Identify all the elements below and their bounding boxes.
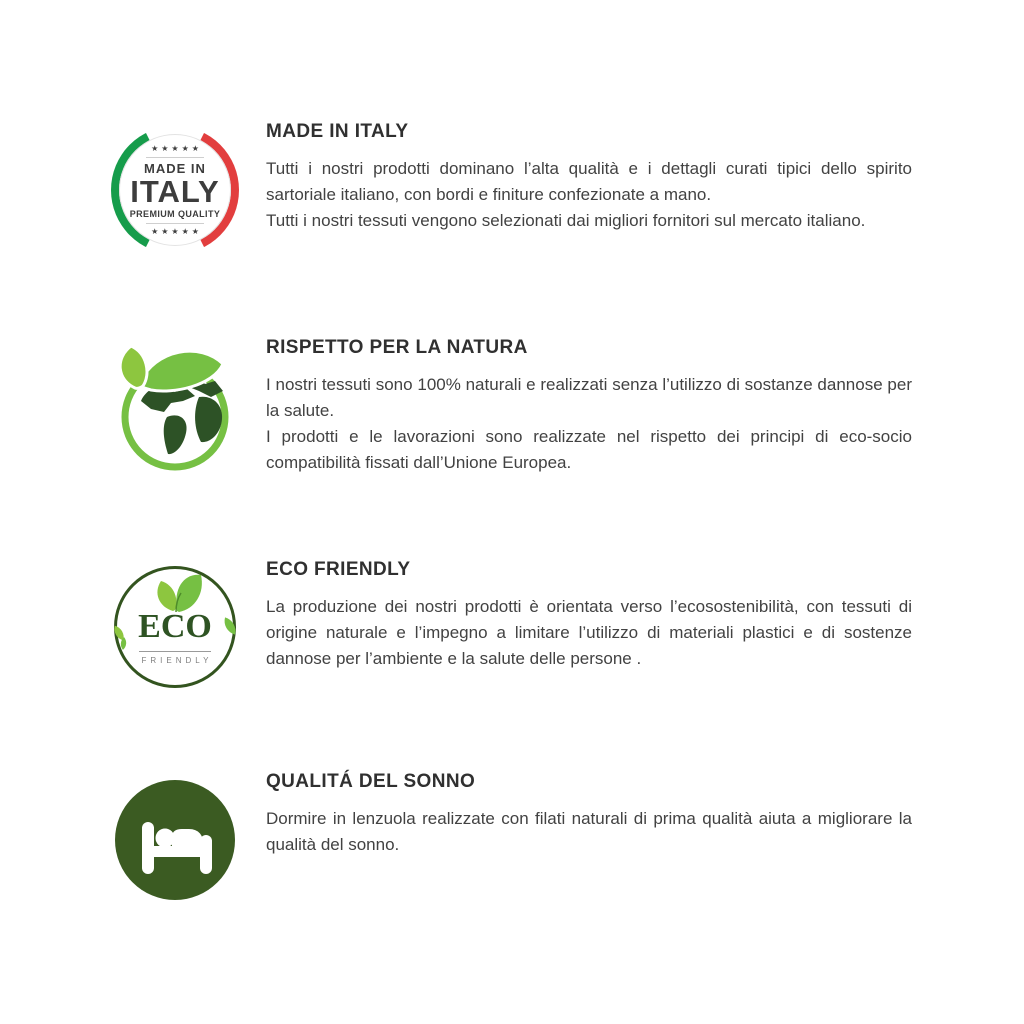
eco-badge-divider: [139, 651, 211, 652]
eco-badge-text: ECO: [138, 608, 212, 645]
eco-badge-friendly-text: FRIENDLY: [141, 656, 213, 665]
section-text-column: [266, 560, 912, 688]
earth-globe-leaves-icon: [111, 336, 239, 477]
made-in-italy-badge-icon: [111, 126, 239, 254]
badge-stars-bottom: ★★★★★: [151, 226, 202, 236]
sleeping-bed-icon: [115, 780, 235, 900]
section-paragraph: [266, 156, 912, 234]
section-heading: RISPETTO PER LA NATURA: [266, 337, 528, 358]
paragraph-sentence: Tutti i nostri tessuti vengono selezionati dai migliori fornitori sul mercato italiano.: [266, 211, 866, 230]
section-text-column: [266, 338, 912, 477]
paragraph-sentence: I nostri tessuti sono 100% naturali e realizzati senza l’utilizzo di sostanze dannose per la salute.: [266, 375, 912, 420]
eco-leaves-icon: [143, 573, 213, 613]
paragraph-sentence: Tutti i nostri prodotti dominano l’alta qualità e i dettagli curati tipici dello spirito sartoriale italiano, con bordi e finiture confezionate a mano.: [266, 159, 912, 204]
badge-premium-quality-text: PREMIUM QUALITY: [129, 208, 221, 219]
section-paragraph: [266, 372, 912, 476]
section-rispetto-per-la-natura: [110, 338, 912, 477]
section-made-in-italy: [110, 122, 912, 254]
section-text-column: [266, 772, 912, 900]
section-text-column: [266, 122, 912, 254]
section-paragraph: [266, 806, 912, 858]
section-paragraph: [266, 594, 912, 672]
section-heading: MADE IN ITALY: [266, 121, 409, 142]
eco-friendly-badge-icon: [114, 566, 236, 688]
badge-made-in-text: MADE IN: [144, 160, 206, 176]
paragraph-sentence: La produzione dei nostri prodotti è orientata verso l’ecosostenibilità, con tessuti di origine naturale e l’impegno a limitare l’utilizzo di materiali plastici e di sostenze dannose per l’ambiente e la salute delle persone .: [266, 597, 912, 668]
paragraph-sentence: Dormire in lenzuola realizzate con filati naturali di prima qualità aiuta a migliorare la qualità del sonno.: [266, 809, 912, 854]
section-icon-column: [110, 338, 240, 477]
badge-divider: [146, 223, 204, 224]
section-heading: QUALITÁ DEL SONNO: [266, 771, 476, 792]
badge-italy-text: ITALY: [130, 173, 220, 209]
badge-divider: [146, 157, 204, 158]
section-icon-column: [110, 772, 240, 900]
section-icon-column: [110, 560, 240, 688]
section-eco-friendly: [110, 560, 912, 688]
section-qualita-del-sonno: [110, 772, 912, 900]
paragraph-sentence: I prodotti e le lavorazioni sono realizzate nel rispetto dei principi di eco-socio compatibilità fissati dall’Unione Europea.: [266, 427, 912, 472]
made-in-italy-badge-inner: [119, 134, 231, 246]
section-heading: ECO FRIENDLY: [266, 559, 411, 580]
section-icon-column: [110, 122, 240, 254]
badge-stars-top: ★★★★★: [151, 143, 202, 153]
earth-globe-leaves-svg: [111, 336, 239, 472]
sleeping-bed-svg: [115, 780, 235, 900]
